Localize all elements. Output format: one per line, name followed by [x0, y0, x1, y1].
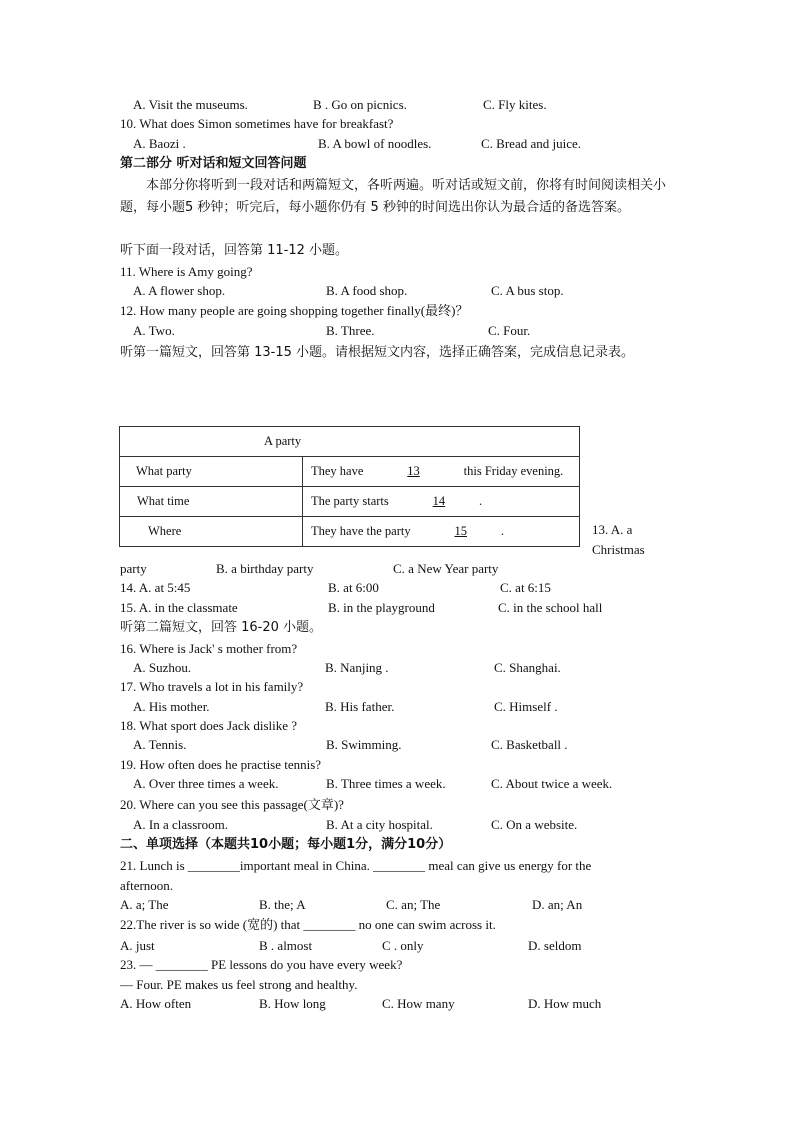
q10-option-a: A. Baozi .	[133, 136, 186, 151]
q21-option-c: C. an; The	[386, 897, 441, 912]
q10-option-c: C. Bread and juice.	[481, 136, 581, 151]
q9-option-b: B . Go on picnics.	[313, 97, 407, 112]
blank-14: 14	[432, 494, 446, 508]
passage1-note: 听第一篇短文，回答第 13-15 小题。请根据短文内容，选择正确答案，完成信息记录表。	[120, 345, 635, 360]
q23-stem: 23. — ________ PE lessons do you have every week?	[120, 957, 403, 972]
q21-stem: 21. Lunch is ________important meal in China. ________ meal can give us energy for the	[120, 858, 592, 873]
q11-option-a: A. A flower shop.	[133, 283, 226, 298]
q22-option-d: D. seldom	[528, 938, 582, 953]
table-row-pre: They have the party	[311, 524, 411, 538]
q22-stem: 22.The river is so wide (宽的) that ________ no one can swim across it.	[120, 917, 496, 932]
q19-option-a: A. Over three times a week.	[133, 776, 279, 791]
q15-option-b: B. in the playground	[328, 600, 435, 615]
q16-option-b: B. Nanjing .	[325, 660, 389, 675]
q18-option-b: B. Swimming.	[326, 737, 402, 752]
q17-option-c: C. Himself .	[494, 699, 558, 714]
q22-option-a: A. just	[120, 938, 155, 953]
q19-option-b: B. Three times a week.	[326, 776, 446, 791]
q13-option-b: B. a birthday party	[216, 561, 314, 576]
q13-option-c: C. a New Year party	[393, 561, 499, 576]
table-row-label: What party	[120, 457, 303, 487]
table-row-post: this Friday evening.	[463, 464, 564, 478]
q22-option-c: C . only	[382, 938, 424, 953]
q17-option-b: B. His father.	[325, 699, 395, 714]
q11-option-c: C. A bus stop.	[491, 283, 564, 298]
q10-stem: 10. What does Simon sometimes have for breakfast?	[120, 116, 394, 131]
q14-option-b: B. at 6:00	[328, 580, 379, 595]
q15-option-a: 15. A. in the classmate	[120, 600, 238, 615]
q23-option-d: D. How much	[528, 996, 602, 1011]
part2-intro: 本部分你将听到一段对话和两篇短文，各听两遍。听对话或短文前，你将有时间阅读相关小题，每小题5 秒钟；听完后，每小题你仍有 5 秒钟的时间选出你认为最合适的备选答案。	[120, 178, 667, 215]
table-row-post: .	[500, 524, 504, 538]
q18-option-c: C. Basketball .	[491, 737, 568, 752]
q20-option-c: C. On a website.	[491, 817, 578, 832]
q14-option-c: C. at 6:15	[500, 580, 551, 595]
q10-option-b: B. A bowl of noodles.	[318, 136, 432, 151]
q14-option-a: 14. A. at 5:45	[120, 580, 191, 595]
q20-option-a: A. In a classroom.	[133, 817, 228, 832]
q13-option-a-cont: party	[120, 561, 147, 576]
q22-option-b: B . almost	[259, 938, 313, 953]
q15-option-c: C. in the school hall	[498, 600, 603, 615]
q18-stem: 18. What sport does Jack dislike ?	[120, 718, 298, 733]
q11-option-b: B. A food shop.	[326, 283, 408, 298]
q23-option-c: C. How many	[382, 996, 455, 1011]
q12-option-c: C. Four.	[488, 323, 531, 338]
q17-option-a: A. His mother.	[133, 699, 210, 714]
q13-option-a: 13. A. a Christmas	[592, 522, 645, 557]
q12-option-b: B. Three.	[326, 323, 375, 338]
q16-option-a: A. Suzhou.	[133, 660, 192, 675]
q21-stem-cont: afternoon.	[120, 878, 174, 893]
q21-option-a: A. a; The	[120, 897, 169, 912]
q20-option-b: B. At a city hospital.	[326, 817, 433, 832]
table-row-pre: The party starts	[311, 494, 389, 508]
table-row	[120, 457, 580, 487]
section2-title: 二、单项选择（本题共10小题；每小题1分，满分10分）	[120, 837, 452, 852]
table-row-post: .	[479, 494, 483, 508]
q17-stem: 17. Who travels a lot in his family?	[120, 679, 304, 694]
dialog-note: 听下面一段对话，回答第 11-12 小题。	[120, 243, 349, 258]
q18-option-a: A. Tennis.	[133, 737, 187, 752]
q9-option-c: C. Fly kites.	[483, 97, 547, 112]
passage2-note: 听第二篇短文，回答 16-20 小题。	[120, 620, 323, 635]
q16-stem: 16. Where is Jack' s mother from?	[120, 641, 298, 656]
q9-option-a: A. Visit the museums.	[133, 97, 248, 112]
table-row	[120, 517, 580, 547]
table-row	[120, 487, 580, 517]
blank-13: 13	[407, 464, 420, 478]
q19-option-c: C. About twice a week.	[491, 776, 613, 791]
q11-stem: 11. Where is Amy going?	[120, 264, 253, 279]
q16-option-c: C. Shanghai.	[494, 660, 561, 675]
table-row-label: What time	[120, 487, 303, 517]
part2-title: 第二部分 听对话和短文回答问题	[120, 156, 307, 171]
q21-option-b: B. the; A	[259, 897, 306, 912]
q20-stem: 20. Where can you see this passage(文章)?	[120, 797, 344, 812]
q23-stem-cont: — Four. PE makes us feel strong and healthy.	[120, 977, 358, 992]
table-title: A party	[120, 427, 580, 457]
q23-option-a: A. How often	[120, 996, 192, 1011]
table-row-pre: They have	[311, 464, 364, 478]
table-row-label: Where	[120, 517, 303, 547]
q19-stem: 19. How often does he practise tennis?	[120, 757, 322, 772]
q12-stem: 12. How many people are going shopping together finally(最终)？	[120, 303, 469, 318]
party-info-table	[119, 426, 580, 547]
blank-15: 15	[454, 524, 467, 538]
q23-option-b: B. How long	[259, 996, 326, 1011]
q21-option-d: D. an; An	[532, 897, 583, 912]
q12-option-a: A. Two.	[133, 323, 175, 338]
